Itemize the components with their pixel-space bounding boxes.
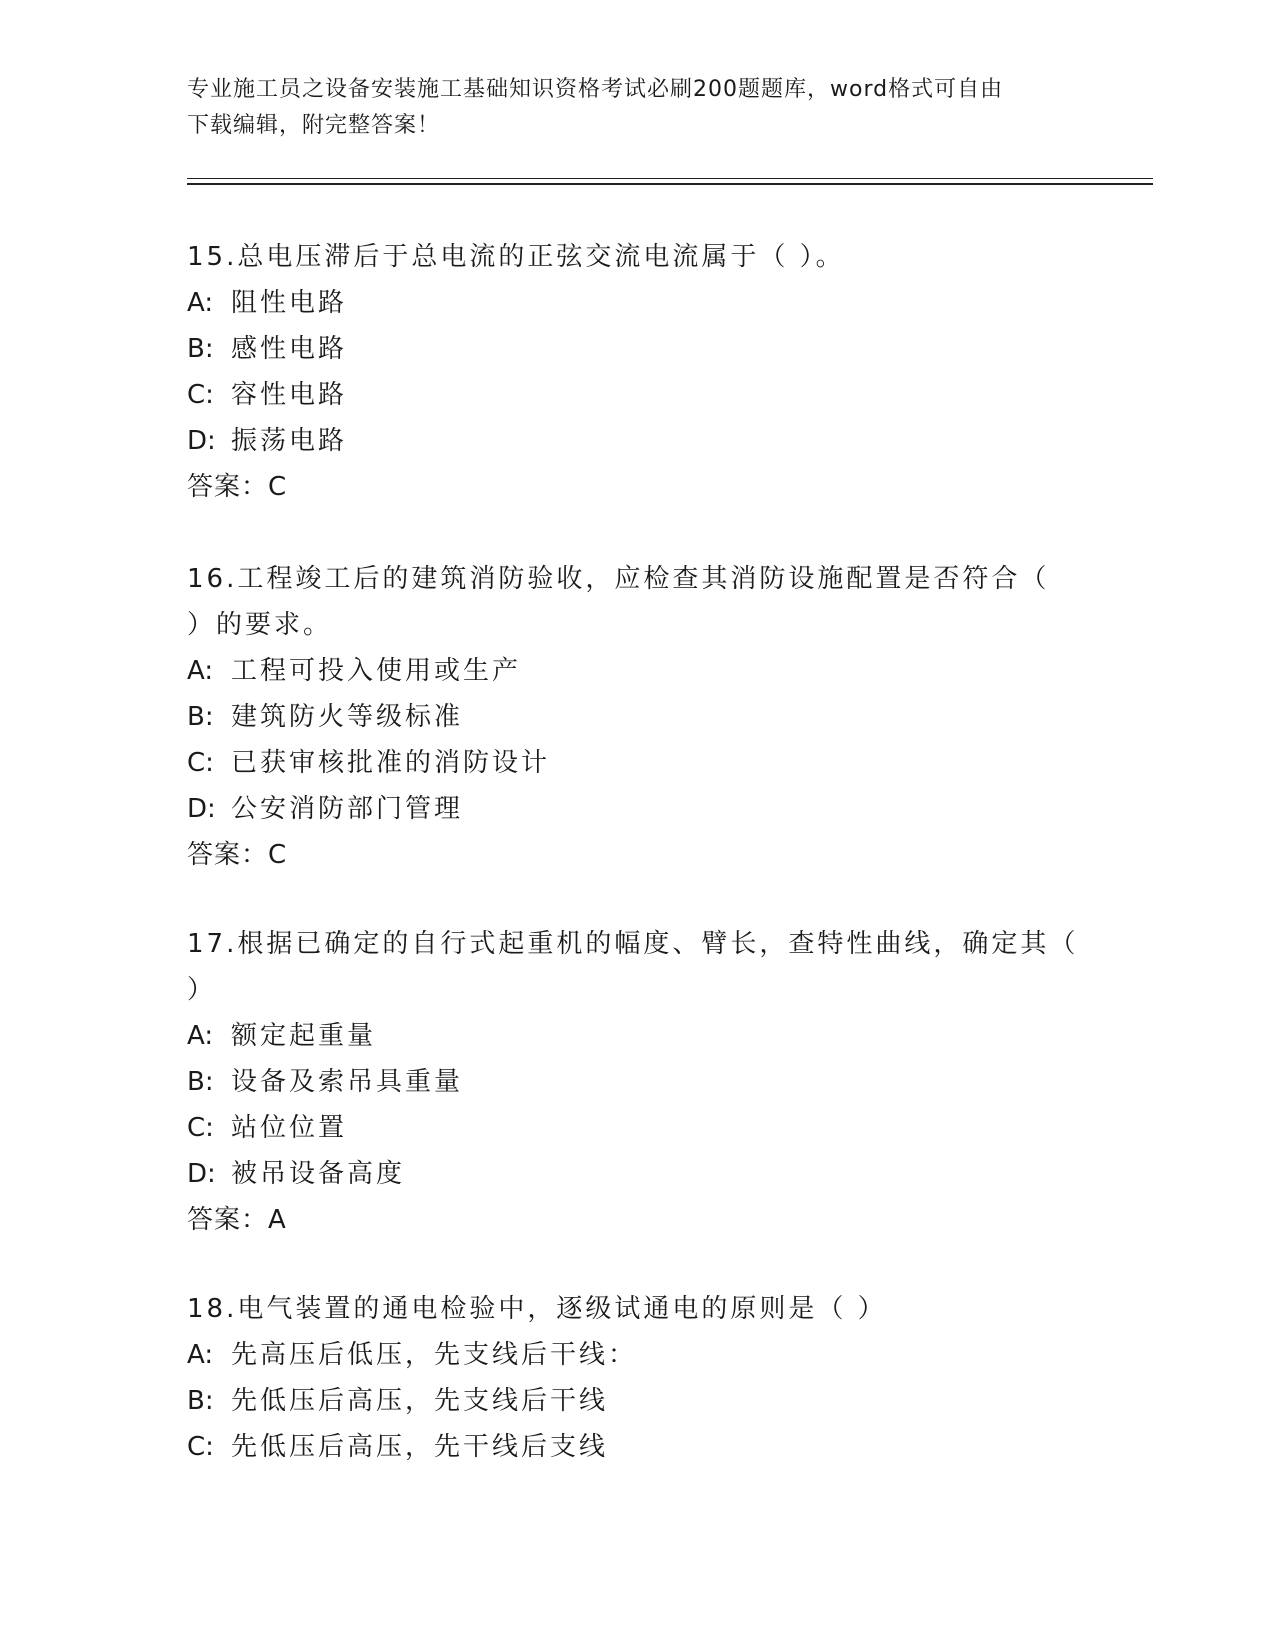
option-letter: B: <box>187 334 214 364</box>
option-b <box>187 326 1087 372</box>
question-stem-continued: ）的要求。 <box>187 610 333 640</box>
option-letter: D: <box>187 426 216 456</box>
option-letter: B: <box>187 1067 214 1097</box>
question-stem: 16.工程竣工后的建筑消防验收，应检查其消防设施配置是否符合（ <box>187 564 1050 594</box>
question-stem-continued: ） <box>187 975 217 1005</box>
option-letter: A: <box>187 1340 214 1370</box>
option-c <box>187 1424 1087 1470</box>
option-text: 容性电路 <box>231 380 348 410</box>
option-d <box>187 786 1087 832</box>
option-text: 公安消防部门管理 <box>231 794 464 824</box>
option-text: 振荡电路 <box>231 426 348 456</box>
option-text: 额定起重量 <box>231 1021 377 1051</box>
option-text: 被吊设备高度 <box>231 1159 406 1189</box>
option-c <box>187 1105 1087 1151</box>
question-stem: 17.根据已确定的自行式起重机的幅度、臂长，查特性曲线，确定其（ <box>187 929 1079 959</box>
header-divider-thin <box>187 178 1153 179</box>
option-letter: C: <box>187 380 214 410</box>
option-text: 先低压后高压，先干线后支线 <box>231 1432 609 1462</box>
option-d <box>187 418 1087 464</box>
option-text: 建筑防火等级标准 <box>231 702 464 732</box>
question-15 <box>187 234 1087 510</box>
header-divider-thick <box>187 183 1153 185</box>
option-b <box>187 1059 1087 1105</box>
question-stem: 15.总电压滞后于总电流的正弦交流电流属于（ ）。 <box>187 242 845 272</box>
header-line-1: 专业施工员之设备安装施工基础知识资格考试必刷200题题库，word格式可自由 <box>187 77 1004 102</box>
option-a <box>187 280 1087 326</box>
answer-line: 答案：A <box>187 1205 287 1235</box>
option-text: 感性电路 <box>231 334 348 364</box>
option-text: 工程可投入使用或生产 <box>231 656 522 686</box>
option-a <box>187 648 1087 694</box>
option-b <box>187 1378 1087 1424</box>
question-stem: 18.电气装置的通电检验中，逐级试通电的原则是（ ） <box>187 1294 887 1324</box>
question-18 <box>187 1286 1087 1470</box>
option-text: 设备及索吊具重量 <box>231 1067 464 1097</box>
option-a <box>187 1013 1087 1059</box>
option-letter: A: <box>187 1021 214 1051</box>
option-a <box>187 1332 1087 1378</box>
option-letter: D: <box>187 794 216 824</box>
question-16 <box>187 556 1087 878</box>
option-b <box>187 694 1087 740</box>
option-c <box>187 372 1087 418</box>
option-letter: C: <box>187 748 214 778</box>
option-letter: B: <box>187 702 214 732</box>
question-17 <box>187 921 1087 1243</box>
answer-line: 答案：C <box>187 472 288 502</box>
option-text: 已获审核批准的消防设计 <box>231 748 551 778</box>
document-header <box>187 72 1067 144</box>
option-d <box>187 1151 1087 1197</box>
option-letter: B: <box>187 1386 214 1416</box>
answer-line: 答案：C <box>187 840 288 870</box>
option-text: 先高压后低压，先支线后干线： <box>231 1340 638 1370</box>
option-letter: D: <box>187 1159 216 1189</box>
option-letter: A: <box>187 288 214 318</box>
option-letter: C: <box>187 1113 214 1143</box>
option-letter: A: <box>187 656 214 686</box>
option-letter: C: <box>187 1432 214 1462</box>
option-text: 站位位置 <box>231 1113 348 1143</box>
option-text: 阻性电路 <box>231 288 348 318</box>
option-c <box>187 740 1087 786</box>
header-line-2: 下载编辑，附完整答案！ <box>187 113 441 138</box>
option-text: 先低压后高压，先支线后干线 <box>231 1386 609 1416</box>
